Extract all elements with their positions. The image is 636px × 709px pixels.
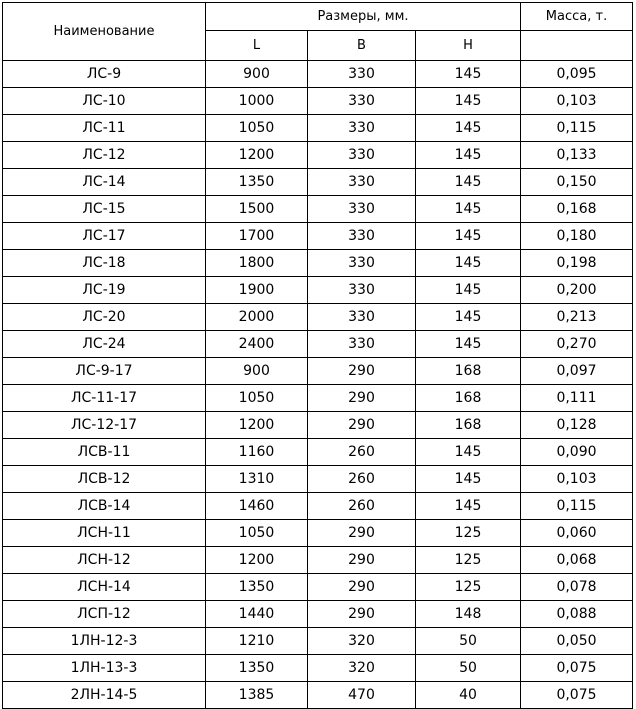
cell-length: 1050 xyxy=(206,385,308,412)
cell-name: ЛС-17 xyxy=(3,223,206,250)
cell-width: 290 xyxy=(308,520,416,547)
cell-width: 260 xyxy=(308,493,416,520)
table-row xyxy=(3,358,633,385)
cell-height: 145 xyxy=(416,169,521,196)
table-row xyxy=(3,223,633,250)
table-row xyxy=(3,601,633,628)
cell-mass: 0,198 xyxy=(521,250,633,277)
cell-length: 900 xyxy=(206,358,308,385)
cell-length: 1200 xyxy=(206,547,308,574)
cell-length: 1350 xyxy=(206,574,308,601)
cell-width: 330 xyxy=(308,304,416,331)
cell-width: 320 xyxy=(308,655,416,682)
cell-name: ЛСВ-12 xyxy=(3,466,206,493)
table-row xyxy=(3,439,633,466)
cell-height: 145 xyxy=(416,439,521,466)
table-row xyxy=(3,277,633,304)
cell-height: 50 xyxy=(416,628,521,655)
table-header xyxy=(3,3,633,61)
cell-height: 168 xyxy=(416,385,521,412)
cell-length: 1000 xyxy=(206,88,308,115)
cell-width: 330 xyxy=(308,331,416,358)
cell-mass: 0,090 xyxy=(521,439,633,466)
table-row xyxy=(3,142,633,169)
cell-length: 900 xyxy=(206,61,308,88)
cell-mass: 0,213 xyxy=(521,304,633,331)
cell-height: 168 xyxy=(416,412,521,439)
cell-mass: 0,128 xyxy=(521,412,633,439)
table-row xyxy=(3,547,633,574)
cell-name: ЛС-12 xyxy=(3,142,206,169)
table-row xyxy=(3,520,633,547)
cell-width: 330 xyxy=(308,169,416,196)
cell-width: 470 xyxy=(308,682,416,709)
cell-width: 330 xyxy=(308,196,416,223)
cell-name: ЛСВ-14 xyxy=(3,493,206,520)
header-l: L xyxy=(206,31,308,61)
cell-width: 290 xyxy=(308,574,416,601)
cell-mass: 0,075 xyxy=(521,682,633,709)
header-name: Наименование xyxy=(3,3,206,61)
cell-name: ЛС-14 xyxy=(3,169,206,196)
cell-height: 145 xyxy=(416,196,521,223)
cell-name: ЛС-24 xyxy=(3,331,206,358)
cell-mass: 0,097 xyxy=(521,358,633,385)
cell-height: 145 xyxy=(416,142,521,169)
table-row xyxy=(3,574,633,601)
cell-name: ЛС-20 xyxy=(3,304,206,331)
cell-mass: 0,060 xyxy=(521,520,633,547)
cell-width: 290 xyxy=(308,547,416,574)
cell-length: 1310 xyxy=(206,466,308,493)
cell-name: ЛСН-12 xyxy=(3,547,206,574)
cell-length: 1385 xyxy=(206,682,308,709)
table-row xyxy=(3,331,633,358)
cell-mass: 0,168 xyxy=(521,196,633,223)
cell-name: ЛСП-12 xyxy=(3,601,206,628)
cell-height: 125 xyxy=(416,520,521,547)
specs-table xyxy=(2,2,633,709)
cell-width: 260 xyxy=(308,466,416,493)
cell-width: 330 xyxy=(308,115,416,142)
cell-mass: 0,075 xyxy=(521,655,633,682)
cell-width: 290 xyxy=(308,412,416,439)
cell-width: 320 xyxy=(308,628,416,655)
cell-mass: 0,115 xyxy=(521,115,633,142)
header-mass-blank xyxy=(521,31,633,61)
cell-width: 290 xyxy=(308,358,416,385)
cell-mass: 0,095 xyxy=(521,61,633,88)
table-row xyxy=(3,682,633,709)
header-mass: Масса, т. xyxy=(521,3,633,31)
header-h: H xyxy=(416,31,521,61)
cell-width: 290 xyxy=(308,385,416,412)
cell-length: 1460 xyxy=(206,493,308,520)
cell-height: 145 xyxy=(416,88,521,115)
cell-name: ЛСН-11 xyxy=(3,520,206,547)
cell-name: ЛС-9 xyxy=(3,61,206,88)
cell-name: ЛС-11 xyxy=(3,115,206,142)
table-row xyxy=(3,412,633,439)
header-b: B xyxy=(308,31,416,61)
cell-width: 330 xyxy=(308,61,416,88)
cell-name: ЛС-11-17 xyxy=(3,385,206,412)
cell-width: 330 xyxy=(308,223,416,250)
cell-mass: 0,111 xyxy=(521,385,633,412)
table-row xyxy=(3,493,633,520)
cell-height: 50 xyxy=(416,655,521,682)
cell-mass: 0,270 xyxy=(521,331,633,358)
table-row xyxy=(3,304,633,331)
cell-name: ЛС-9-17 xyxy=(3,358,206,385)
cell-length: 1900 xyxy=(206,277,308,304)
cell-width: 330 xyxy=(308,88,416,115)
cell-mass: 0,103 xyxy=(521,88,633,115)
cell-length: 1350 xyxy=(206,655,308,682)
cell-height: 145 xyxy=(416,61,521,88)
cell-height: 125 xyxy=(416,574,521,601)
cell-height: 168 xyxy=(416,358,521,385)
cell-height: 145 xyxy=(416,493,521,520)
cell-length: 1800 xyxy=(206,250,308,277)
cell-mass: 0,133 xyxy=(521,142,633,169)
table-row xyxy=(3,88,633,115)
table-row xyxy=(3,385,633,412)
cell-height: 145 xyxy=(416,304,521,331)
cell-name: 1ЛН-13-3 xyxy=(3,655,206,682)
cell-name: 2ЛН-14-5 xyxy=(3,682,206,709)
cell-length: 1050 xyxy=(206,115,308,142)
header-dimensions: Размеры, мм. xyxy=(206,3,521,31)
table-row xyxy=(3,169,633,196)
cell-height: 148 xyxy=(416,601,521,628)
cell-mass: 0,200 xyxy=(521,277,633,304)
cell-length: 1050 xyxy=(206,520,308,547)
table-row xyxy=(3,466,633,493)
table-row xyxy=(3,196,633,223)
cell-name: ЛС-12-17 xyxy=(3,412,206,439)
cell-height: 145 xyxy=(416,250,521,277)
cell-mass: 0,078 xyxy=(521,574,633,601)
cell-name: ЛС-15 xyxy=(3,196,206,223)
cell-mass: 0,180 xyxy=(521,223,633,250)
cell-length: 2400 xyxy=(206,331,308,358)
cell-length: 1700 xyxy=(206,223,308,250)
table-row xyxy=(3,115,633,142)
cell-name: ЛСВ-11 xyxy=(3,439,206,466)
cell-length: 1500 xyxy=(206,196,308,223)
cell-length: 1210 xyxy=(206,628,308,655)
cell-mass: 0,115 xyxy=(521,493,633,520)
cell-mass: 0,050 xyxy=(521,628,633,655)
cell-length: 1440 xyxy=(206,601,308,628)
cell-name: ЛС-19 xyxy=(3,277,206,304)
cell-name: ЛСН-14 xyxy=(3,574,206,601)
cell-height: 145 xyxy=(416,223,521,250)
cell-length: 1200 xyxy=(206,142,308,169)
cell-length: 1200 xyxy=(206,412,308,439)
cell-mass: 0,103 xyxy=(521,466,633,493)
cell-height: 145 xyxy=(416,277,521,304)
cell-width: 330 xyxy=(308,142,416,169)
table-row xyxy=(3,61,633,88)
cell-length: 2000 xyxy=(206,304,308,331)
cell-name: 1ЛН-12-3 xyxy=(3,628,206,655)
cell-height: 145 xyxy=(416,115,521,142)
cell-mass: 0,150 xyxy=(521,169,633,196)
cell-length: 1350 xyxy=(206,169,308,196)
cell-height: 145 xyxy=(416,331,521,358)
cell-mass: 0,088 xyxy=(521,601,633,628)
cell-mass: 0,068 xyxy=(521,547,633,574)
cell-width: 260 xyxy=(308,439,416,466)
cell-height: 125 xyxy=(416,547,521,574)
cell-height: 145 xyxy=(416,466,521,493)
cell-name: ЛС-18 xyxy=(3,250,206,277)
table-body xyxy=(3,61,633,709)
cell-height: 40 xyxy=(416,682,521,709)
cell-width: 290 xyxy=(308,601,416,628)
cell-width: 330 xyxy=(308,250,416,277)
cell-name: ЛС-10 xyxy=(3,88,206,115)
table-row xyxy=(3,655,633,682)
cell-length: 1160 xyxy=(206,439,308,466)
table-row xyxy=(3,628,633,655)
cell-width: 330 xyxy=(308,277,416,304)
table-row xyxy=(3,250,633,277)
